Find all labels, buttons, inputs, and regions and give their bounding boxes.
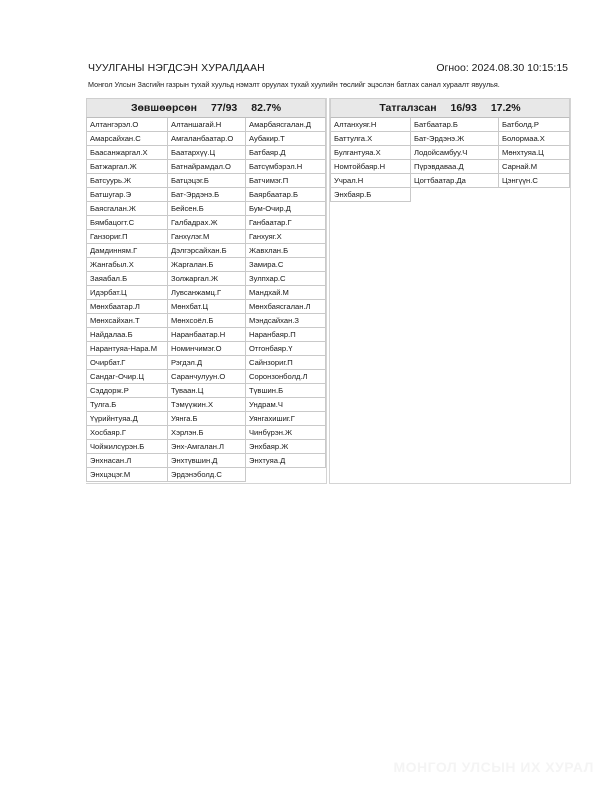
no-count: 16/93 [450, 102, 477, 114]
member-name: Чойжилсүрэн.Б [86, 440, 168, 454]
member-name: Бат-Эрдэнэ.Ж [411, 132, 499, 146]
member-name: Тулга.Б [86, 398, 168, 412]
member-name: Жаргалан.Б [168, 258, 246, 272]
member-name: Алтанхуяг.Н [330, 118, 411, 132]
member-name: Энхтүвшин.Д [168, 454, 246, 468]
member-name: Уянга.Б [168, 412, 246, 426]
member-name: Уянгахишиг.Г [246, 412, 326, 426]
member-name: Баярбаатар.Б [246, 188, 326, 202]
member-name: Лувсанжамц.Г [168, 286, 246, 300]
session-title: ЧУУЛГАНЫ НЭГДСЭН ХУРАЛДААН [88, 62, 265, 74]
member-name: Учрал.Н [330, 174, 411, 188]
member-name: Энхнасан.Л [86, 454, 168, 468]
member-name: Энхтуяа.Д [246, 454, 326, 468]
member-name: Алтангэрэл.О [86, 118, 168, 132]
member-name: Ганхүлэг.М [168, 230, 246, 244]
member-name: Мандхай.М [246, 286, 326, 300]
member-name: Ганхуяг.Х [246, 230, 326, 244]
member-name: Мөнхсоёл.Б [168, 314, 246, 328]
member-name: Замира.С [246, 258, 326, 272]
vote-datetime: Огноо: 2024.08.30 10:15:15 [436, 62, 568, 74]
member-name: Саранчулуун.О [168, 370, 246, 384]
member-name: Мөнхсайхан.Т [86, 314, 168, 328]
member-name: Батцэцэг.Б [168, 174, 246, 188]
member-name: Батсүмбэрэл.Н [246, 160, 326, 174]
member-name: Мөнхбаясгалан.Л [246, 300, 326, 314]
yes-names-grid [86, 118, 326, 482]
member-name: Туваан.Ц [168, 384, 246, 398]
yes-percent: 82.7% [251, 102, 282, 114]
member-name: Пүрэвдаваа.Д [411, 160, 499, 174]
member-name: Батболд.Р [499, 118, 570, 132]
member-name: Эрдэнэболд.С [168, 468, 246, 482]
member-name: Батбаатар.Б [411, 118, 499, 132]
member-name: Үүрийнтуяа.Д [86, 412, 168, 426]
member-name: Энхцэцэг.М [86, 468, 168, 482]
member-name: Баасанжаргал.Х [86, 146, 168, 160]
member-name: Амгаланбаатар.О [168, 132, 246, 146]
no-percent: 17.2% [490, 102, 521, 114]
member-name: Галбадрах.Ж [168, 216, 246, 230]
member-name: Сандаг-Очир.Ц [86, 370, 168, 384]
member-name: Энхбаяр.Б [330, 188, 411, 202]
member-name: Сарнай.М [499, 160, 570, 174]
yes-panel [86, 98, 327, 484]
member-name: Мөнхтуяа.Ц [499, 146, 570, 160]
member-name: Мөнхбат.Ц [168, 300, 246, 314]
member-name: Соронзонболд.Л [246, 370, 326, 384]
no-label: Татгалзсан [379, 102, 437, 114]
member-name: Хэрлэн.Б [168, 426, 246, 440]
vote-results [86, 98, 569, 485]
member-name: Бямбацогт.С [86, 216, 168, 230]
member-name: Бат-Эрдэнэ.Б [168, 188, 246, 202]
member-name: Наранбаатар.Н [168, 328, 246, 342]
member-name: Ганзориг.П [86, 230, 168, 244]
member-name: Алтаншагай.Н [168, 118, 246, 132]
member-name: Найдалаа.Б [86, 328, 168, 342]
member-name: Номтойбаяр.Н [330, 160, 411, 174]
member-name: Хосбаяр.Г [86, 426, 168, 440]
member-name: Цогтбаатар.Да [411, 174, 499, 188]
member-name: Мөнхбаатар.Л [86, 300, 168, 314]
member-name: Булгантуяа.Х [330, 146, 411, 160]
member-name: Ундрам.Ч [246, 398, 326, 412]
member-name: Цэнгүүн.С [499, 174, 570, 188]
yes-panel-header [86, 98, 326, 118]
vote-subject: Монгол Улсын Засгийн газрын тухай хуульд нэмэлт оруулах тухай хуулийн төслийг эцэслэн батлах санал хураалт явуулья. [88, 80, 500, 89]
watermark: МОНГОЛ УЛСЫН ИХ ХУРАЛ [393, 759, 594, 775]
member-name: Батнайрамдал.О [168, 160, 246, 174]
member-name: Болормаа.Х [499, 132, 570, 146]
member-name: Батшугар.Э [86, 188, 168, 202]
member-name: Амарбаясгалан.Д [246, 118, 326, 132]
member-name: Түвшин.Б [246, 384, 326, 398]
no-names-grid [330, 118, 570, 202]
member-name: Баттулга.Х [330, 132, 411, 146]
yes-count: 77/93 [210, 102, 238, 114]
member-name: Бум-Очир.Д [246, 202, 326, 216]
member-name: Жангабыл.Х [86, 258, 168, 272]
member-name: Заяабал.Б [86, 272, 168, 286]
member-name: Золжаргал.Ж [168, 272, 246, 286]
member-name: Жавхлан.Б [246, 244, 326, 258]
member-name: Сайнзориг.П [246, 356, 326, 370]
header [88, 62, 568, 76]
member-name: Энх-Амгалан.Л [168, 440, 246, 454]
yes-label: Зөвшөөрсөн [130, 102, 197, 114]
member-name: Энхбаяр.Ж [246, 440, 326, 454]
member-name: Лодойсамбуу.Ч [411, 146, 499, 160]
member-name: Зулпхар.С [246, 272, 326, 286]
member-name: Идэрбат.Ц [86, 286, 168, 300]
member-name: Батбаяр.Д [246, 146, 326, 160]
member-name: Батчимэг.П [246, 174, 326, 188]
member-name: Отгонбаяр.Ү [246, 342, 326, 356]
member-name: Аубакир.Т [246, 132, 326, 146]
member-name: Тэмүүжин.Х [168, 398, 246, 412]
member-name: Сэддорж.Р [86, 384, 168, 398]
member-name: Номинчимэг.О [168, 342, 246, 356]
member-name: Бейсен.Б [168, 202, 246, 216]
member-name: Нарантуяа-Нара.М [86, 342, 168, 356]
member-name: Дэлгэрсайхан.Б [168, 244, 246, 258]
member-name: Мэндсайхан.З [246, 314, 326, 328]
member-name: Чинбүрэн.Ж [246, 426, 326, 440]
member-name: Наранбаяр.П [246, 328, 326, 342]
member-name: Дамдинням.Г [86, 244, 168, 258]
no-panel-header [330, 98, 570, 118]
member-name: Ганбаатар.Г [246, 216, 326, 230]
no-panel [329, 98, 571, 484]
member-name: Рэгдэл.Д [168, 356, 246, 370]
member-name: Очирбат.Г [86, 356, 168, 370]
member-name: Батжаргал.Ж [86, 160, 168, 174]
member-name: Баатархүү.Ц [168, 146, 246, 160]
member-name: Баясгалан.Ж [86, 202, 168, 216]
member-name: Батсуурь.Ж [86, 174, 168, 188]
member-name: Амарсайхан.С [86, 132, 168, 146]
